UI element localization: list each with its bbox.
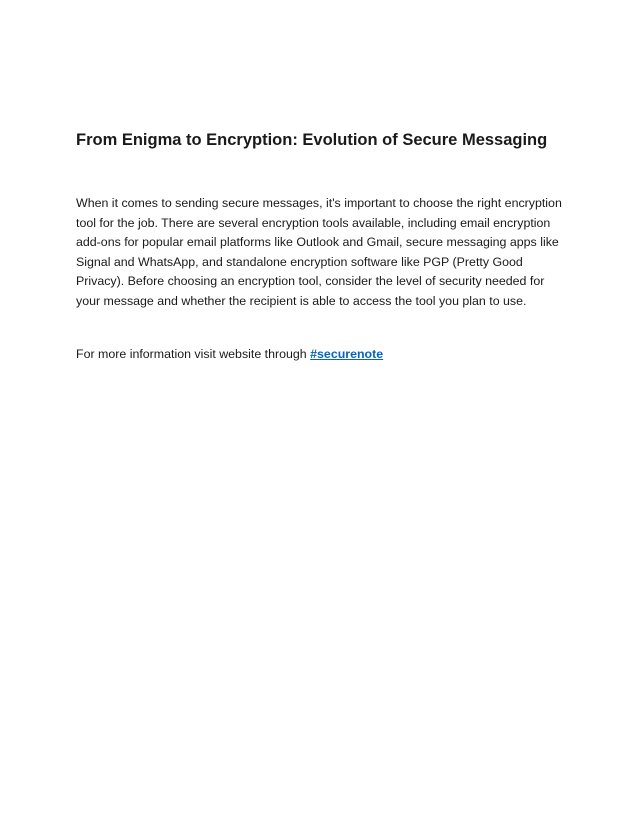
info-prefix-text: For more information visit website through [76, 347, 311, 361]
document-title: From Enigma to Encryption: Evolution of Secure Messaging [76, 131, 548, 149]
securenote-link[interactable]: #securenote [310, 347, 384, 361]
body-paragraph: When it comes to sending secure messages, it's important to choose the right encryption tool for the job. There are several encryption tools available, including email encryption add-ons for popular email platforms like Outlook and Gmail, secure messaging apps like Signal and WhatsApp, and standalone encryption software like PGP (Pretty Good Privacy). Before choosing an encryption tool, consider the level of security needed for your message and whether the recipient is able to access the tool you plan to use. [76, 196, 562, 308]
info-line [76, 345, 568, 365]
